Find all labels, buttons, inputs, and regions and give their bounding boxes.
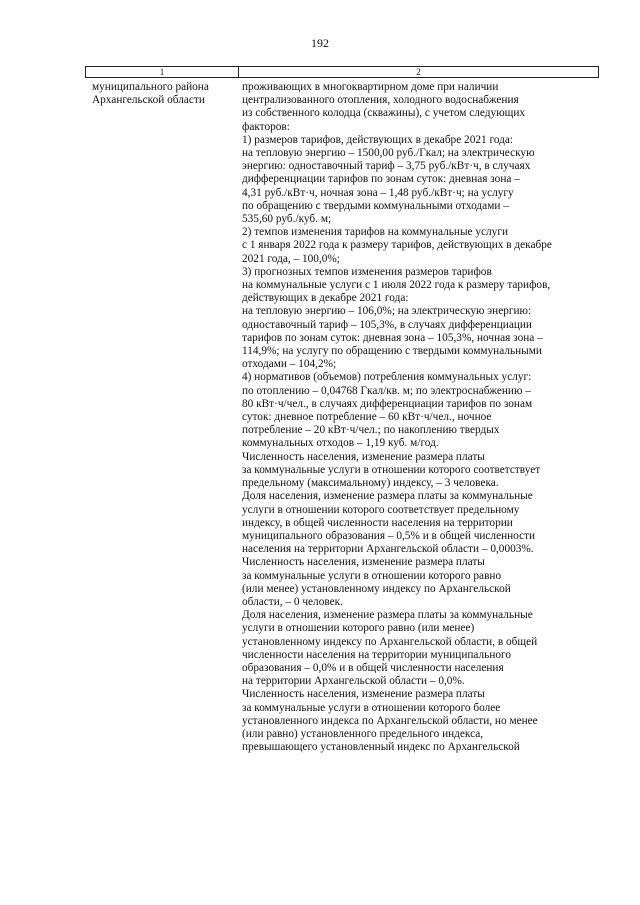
- text-line: 2) темпов изменения тарифов на коммунальные услуги: [242, 226, 509, 239]
- text-line: проживающих в многоквартирном доме при наличии: [242, 81, 499, 93]
- text-line: (или равно) установленного предельного индекса,: [242, 727, 484, 740]
- text-line: коммунальных отходов – 1,19 куб. м/год.: [242, 437, 439, 450]
- text-line: 1) размеров тарифов, действующих в декабре 2021 года:: [242, 133, 514, 146]
- text-line: 3) прогнозных темпов изменения размеров тарифов: [242, 265, 492, 278]
- text-line: Численность населения, изменение размера платы: [242, 450, 485, 463]
- text-line: муниципального образования – 0,5% и в общей численности: [242, 529, 536, 542]
- text-line: 535,60 руб./куб. м;: [242, 213, 332, 226]
- text-line: на коммунальные услуги с 1 июля 2022 года к размеру тарифов,: [242, 279, 551, 292]
- text-line: из собственного колодца (скважины), с учетом следующих: [242, 107, 526, 120]
- text-line: образования – 0,0% и в общей численности населения: [242, 661, 504, 674]
- text-line: по отоплению – 0,04768 Гкал/кв. м; по электроснабжению –: [242, 384, 531, 397]
- text-line: предельному (максимальному) индексу, – 3 человека.: [242, 477, 499, 490]
- column-2-header: 2: [416, 67, 421, 77]
- page-number: 192: [311, 36, 329, 50]
- text-line: 4) нормативов (объемов) потребления коммунальных услуг:: [242, 371, 532, 384]
- text-line: установленному индексу по Архангельской области, в общей: [242, 635, 538, 648]
- text-line: отходами – 104,2%;: [242, 358, 337, 371]
- text-line: с 1 января 2022 года к размеру тарифов, действующих в декабре: [242, 239, 552, 252]
- text-line: на территории Архангельской области – 0,0%.: [242, 675, 465, 688]
- text-line: области, – 0 человек.: [242, 595, 343, 608]
- text-line: факторов:: [242, 120, 290, 133]
- column-1-header: 1: [86, 67, 239, 77]
- text-line: превышающего установленный индекс по Архангельской: [242, 741, 520, 754]
- text-line: установленного индекса по Архангельской области, но менее: [242, 714, 538, 727]
- text-line: на тепловую энергию – 106,0%; на электрическую энергию:: [242, 305, 532, 318]
- text-line: 2021 года, – 100,0%;: [242, 252, 340, 265]
- text-line: суток: дневное потребление – 60 кВт·ч/чел., ночное: [242, 411, 492, 424]
- text-line: Доля населения, изменение размера платы за коммунальные: [242, 490, 533, 503]
- column-2-cell: [242, 81, 600, 754]
- text-line: 114,9%; на услугу по обращению с твердыми коммунальными: [242, 345, 542, 358]
- text-line: потребление – 20 кВт·ч/чел.; по накоплению твердых: [242, 424, 500, 437]
- text-line: за коммунальные услуги в отношении которого более: [242, 701, 501, 714]
- text-line: энергию: одноставочный тариф – 3,75 руб./кВт·ч, в случаях: [242, 160, 531, 173]
- text-line: 80 кВт·ч/чел., в случаях дифференциации тарифов по зонам: [242, 397, 533, 410]
- text-line: услуги в отношении которого соответствует предельному: [242, 503, 520, 516]
- text-line: за коммунальные услуги в отношении которого соответствует: [242, 463, 541, 476]
- text-line: населения на территории Архангельской области – 0,0003%.: [242, 543, 534, 556]
- column-1-cell: [92, 81, 238, 107]
- text-line: действующих в декабре 2021 года:: [242, 292, 409, 305]
- text-line: за коммунальные услуги в отношении которого равно: [242, 569, 502, 582]
- text-line: Численность населения, изменение размера платы: [242, 688, 485, 701]
- text-line: Архангельской области: [92, 94, 205, 107]
- text-line: 4,31 руб./кВт·ч, ночная зона – 1,48 руб./кВт·ч; на услугу: [242, 186, 514, 199]
- text-line: тарифов по зонам суток: дневная зона – 105,3%, ночная зона –: [242, 331, 543, 344]
- text-line: индексу, в общей численности населения на территории: [242, 516, 513, 529]
- text-line: дифференциации тарифов по зонам суток: дневная зона –: [242, 173, 520, 186]
- document-table: [85, 66, 599, 754]
- text-line: по обращению с твердыми коммунальными отходами –: [242, 199, 509, 212]
- text-line: централизованного отопления, холодного водоснабжения: [242, 94, 519, 107]
- table-header-row: [85, 66, 599, 78]
- text-line: одноставочный тариф – 105,3%, в случаях дифференциации: [242, 318, 532, 331]
- text-line: Численность населения, изменение размера платы: [242, 556, 485, 569]
- text-line: услуги в отношении которого равно (или менее): [242, 622, 475, 635]
- text-line: муниципального района: [92, 81, 209, 93]
- text-line: (или менее) установленному индексу по Архангельской: [242, 582, 511, 595]
- text-line: на тепловую энергию – 1500,00 руб./Гкал; на электрическую: [242, 147, 535, 160]
- text-line: Доля населения, изменение размера платы за коммунальные: [242, 609, 533, 622]
- text-line: численности населения на территории муниципального: [242, 648, 512, 661]
